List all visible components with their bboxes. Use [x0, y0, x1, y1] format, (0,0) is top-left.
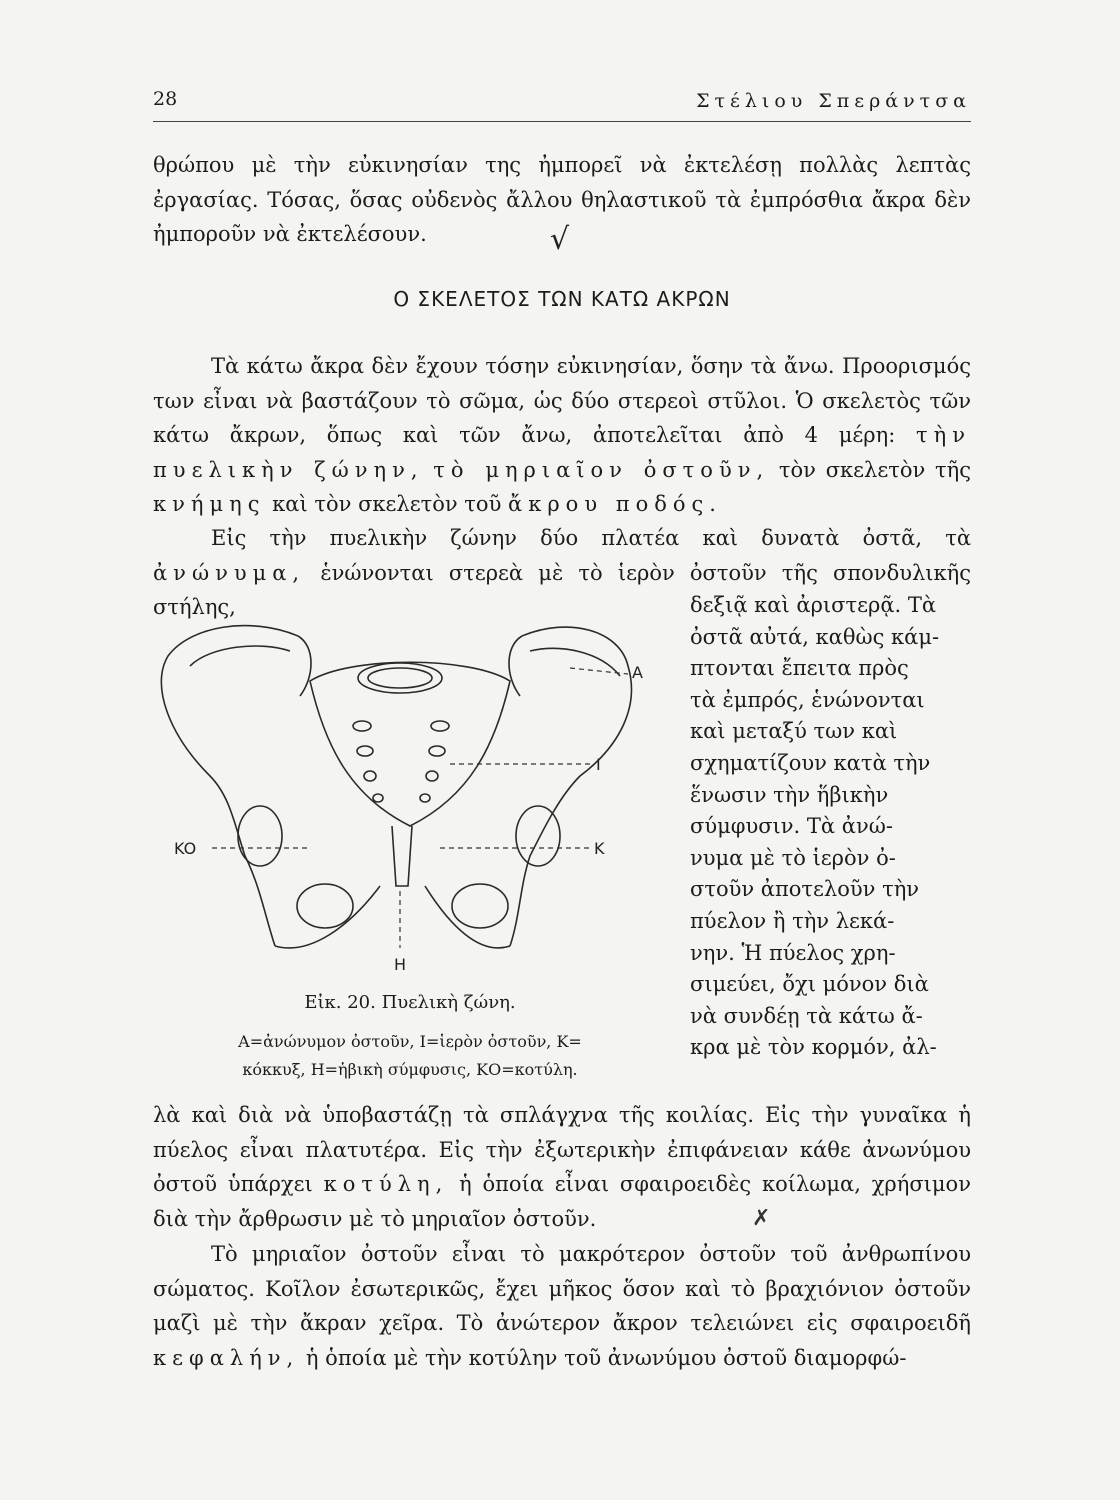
- paragraph-3-text-b: ἡ ὁποία εἶναι σφαιροειδὲς κοίλωμα, χρήσιμον διὰ τὴν ἄρθρωσιν μὲ τὸ μηριαῖον ὀστοῦν.: [153, 1172, 971, 1231]
- side-column-line: σχηματίζουν κατὰ τὴν: [690, 750, 931, 775]
- label-k: K: [594, 839, 605, 858]
- side-column: [690, 590, 971, 1064]
- side-column-line: τὰ ἐμπρός, ἑνώνονται: [690, 687, 925, 712]
- vertebral-canal: [368, 668, 432, 688]
- header-rule: [153, 121, 971, 122]
- side-column-line: σιμεύει, ὄχι μόνον διὰ: [690, 972, 929, 997]
- right-ilium-crest: [509, 636, 522, 696]
- page-number: 28: [153, 88, 178, 110]
- handwritten-check-mark: √: [550, 222, 570, 257]
- foramen-r4: [420, 794, 430, 802]
- paragraph-1-text-a: Τὰ κάτω ἄκρα δὲν ἔχουν τόσην εὐκινησίαν, ὅσην τὰ ἄνω. Προορισμός των εἶναι νὰ βαστάζουν τὸ σῶμα, ὡς δύο στερεοὶ στῦλοι. Ὁ σκελετὸς τῶν κάτω ἄκρων, ὅπως καὶ τῶν ἄνω, ἀποτελεῖται ἀπὸ 4 μέρη:: [153, 354, 971, 447]
- right-ilium-outline: [510, 627, 631, 946]
- foramen-r1: [431, 721, 449, 731]
- side-column-line: πτονται ἔπειτα πρὸς: [690, 656, 909, 681]
- paragraph-2-text-a: Εἰς τὴν πυελικὴν ζώνην δύο πλατέα καὶ δυνατὰ ὀστᾶ, τὰ: [211, 526, 971, 550]
- paragraph-1: [153, 349, 971, 522]
- left-ilium-inner: [190, 646, 290, 666]
- side-column-line: νυμα μὲ τὸ ἱερὸν ὀ-: [690, 845, 896, 870]
- term-head: κεφαλήν,: [153, 1345, 300, 1370]
- label-i: I: [596, 755, 601, 774]
- figure-caption-line-2: κόκκυξ, Η=ἡβικὴ σύμφυσις, ΚΟ=κοτύλη.: [242, 1060, 578, 1079]
- term-foot: ἄκρου ποδός.: [508, 492, 722, 516]
- side-column-line: πύελον ἢ τὴν λεκά-: [690, 908, 895, 933]
- left-obturator: [297, 884, 353, 928]
- paragraph-2-text-b: ἑνώνονται στερεὰ μὲ τὸ ἱερὸν ὀστοῦν τῆς σπονδυλικῆς στήλης,: [153, 560, 971, 619]
- term-pelvic-girdle: τὴν πυελικὴν ζώνην,: [153, 423, 971, 482]
- foramen-r2: [429, 746, 445, 756]
- side-column-line: δεξιᾷ καὶ ἀριστερᾷ. Τὰ: [690, 593, 937, 617]
- pelvis-drawing: [150, 586, 670, 986]
- paragraph-1-text-c: καὶ τὸν σκελετὸν τοῦ: [272, 492, 502, 516]
- label-a: A: [632, 663, 643, 682]
- right-obturator: [452, 884, 508, 928]
- side-column-line: σύμφυσιν. Τὰ ἀνώ-: [690, 814, 893, 839]
- term-acetabulum: κοτύλη,: [323, 1172, 449, 1196]
- paragraph-top-text: θρώπου μὲ τὴν εὐκινησίαν της ἠμπορεῖ νὰ ἐκτελέσῃ πολλὰς λεπτὰς ἐργασίας. Τόσας, ὅσας οὐδενὸς ἄλλου θηλαστικοῦ τὰ ἐμπρόσθια ἄκρα δὲν ἠμποροῦν νὰ ἐκτελέσουν.: [153, 153, 971, 246]
- term-femur: τὸ μηριαῖον ὀστοῦν,: [433, 457, 770, 482]
- foramen-l2: [357, 746, 373, 756]
- left-ilium-outline: [161, 626, 298, 946]
- figure-caption-line-1: Α=ἀνώνυμον ὀστοῦν, Ι=ἱερὸν ὀστοῦν, Κ=: [238, 1032, 582, 1051]
- side-column-line: στοῦν ἀποτελοῦν τὴν: [690, 877, 920, 902]
- paragraph-3: [153, 1098, 971, 1236]
- paragraph-4: [153, 1237, 971, 1375]
- term-tibia: κνήμης: [153, 492, 266, 516]
- paragraph-3-text-a: λὰ καὶ διὰ νὰ ὑποβαστάζῃ τὰ σπλάγχνα τῆς κοιλίας. Εἰς τὴν γυναῖκα ἡ πύελος εἶναι πλατυτέρα. Εἰς τὴν ἐξωτερικὴν ἐπιφάνειαν κάθε ἀνωνύμου ὀστοῦ ὑπάρχει: [153, 1103, 971, 1196]
- leader-a: [570, 668, 628, 674]
- running-title: Στέλιου Σπεράντσα: [696, 90, 971, 112]
- label-ko: KO: [174, 839, 197, 858]
- side-column-line: ὀστᾶ αὐτά, καθὼς κάμ-: [690, 624, 940, 649]
- left-acetabulum: [238, 806, 282, 866]
- pubic-arch: [275, 886, 510, 948]
- figure-caption-title: Εἰκ. 20. Πυελικὴ ζώνη.: [304, 992, 516, 1013]
- right-acetabulum: [516, 806, 560, 866]
- term-innominate: ἀνώνυμα,: [153, 560, 306, 585]
- foramen-r3: [426, 771, 438, 781]
- side-column-line: νὰ συνδέῃ τὰ κάτω ἄ-: [690, 1003, 923, 1028]
- side-column-line: κρα μὲ τὸν κορμόν, ἀλ-: [690, 1035, 937, 1060]
- side-column-line: νην. Ἡ πύελος χρη-: [690, 940, 896, 965]
- left-ilium-crest: [298, 636, 311, 696]
- paragraph-4-text-b: ἡ ὁποία μὲ τὴν κοτύλην τοῦ ἀνωνύμου ὀστοῦ διαμορφώ-: [305, 1345, 907, 1370]
- pelvis-figure: [150, 586, 670, 986]
- paragraph-4-text-a: Τὸ μηριαῖον ὀστοῦν εἶναι τὸ μακρότερον ὀστοῦν τοῦ ἀνθρωπίνου σώματος. Κοῖλον ἐσωτερικῶς, ἔχει μῆκος ὅσον καὶ τὸ βραχιόνιον ὀστοῦν μαζὶ μὲ τὴν ἄκραν χεῖρα. Τὸ ἀνώτερον ἄκρον τελειώνει εἰς σφαιροειδῆ: [153, 1242, 971, 1335]
- side-column-line: καὶ μεταξύ των καὶ: [690, 719, 898, 744]
- foramen-l3: [364, 771, 376, 781]
- foramen-l1: [353, 721, 371, 731]
- label-h: H: [394, 955, 407, 974]
- page-header: [153, 88, 971, 118]
- foramen-l4: [373, 794, 383, 802]
- coccyx: [392, 826, 412, 886]
- side-column-line: ἕνωσιν τὴν ἥβικὴν: [690, 782, 889, 807]
- paragraph-1-text-b: τὸν σκελετὸν τῆς: [778, 457, 971, 482]
- section-heading: Ο ΣΚΕΛΕΤΟΣ ΤΩΝ ΚΑΤΩ ΑΚΡΩΝ: [393, 287, 731, 311]
- handwritten-cross-mark: ✗: [752, 1206, 771, 1231]
